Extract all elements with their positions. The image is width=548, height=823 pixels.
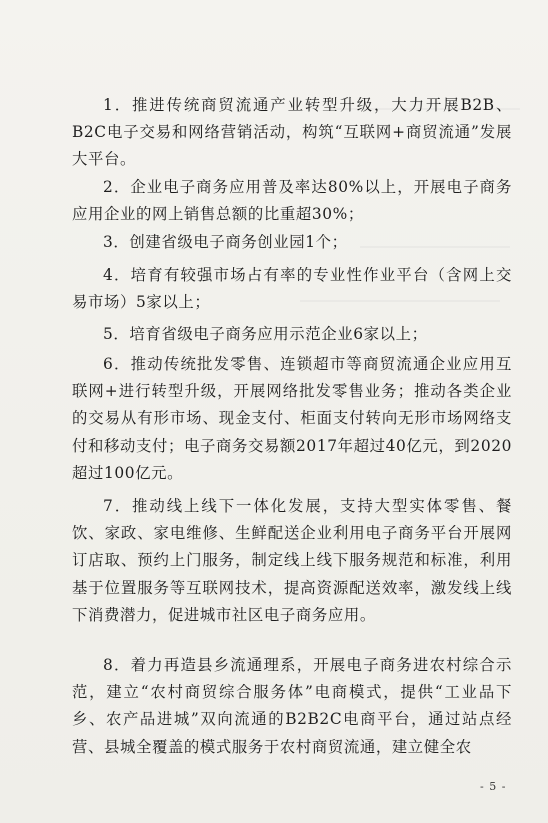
paragraph-item-7: 7．推动线上线下一体化发展，支持大型实体零售、餐饮、家政、家电维修、生鲜配送企业利用电子商务平台开展网订店取、预约上门服务，制定线上线下服务规范和标准，利用基于位置服务等互联网技术，提高资源配送效率，激发线上线下消费潜力，促进城市社区电子商务应用。 [72, 497, 512, 624]
page-number: - 5 - [480, 780, 507, 793]
paragraph-item-5: 5．培育省级电子商务应用示范企业6家以上； [103, 325, 428, 343]
paragraph-item-1: 1．推进传统商贸流通产业转型升级，大力开展B2B、B2C电子交易和网络营销活动，构筑“互联网+商贸流通”发展大平台。 [72, 96, 512, 169]
paragraph-item-4: 4．培育有较强市场占有率的专业性作业平台（含网上交易市场）5家以上； [72, 266, 512, 312]
paragraph-item-6: 6．推动传统批发零售、连锁超市等商贸流通企业应用互联网+进行转型升级，开展网络批发零售业务；推动各类企业的交易从有形市场、现金支付、柜面支付转向无形市场网络支付和移动支付；电子商务交易额2017年超过40亿元，到2020超过100亿元。 [72, 355, 512, 482]
paragraph-item-2: 2．企业电子商务应用普及率达80%以上，开展电子商务应用企业的网上销售总额的比重超30%； [72, 178, 512, 224]
paragraph-item-3: 3．创建省级电子商务创业园1个； [103, 233, 348, 251]
paragraph-item-8: 8．着力再造县乡流通理系，开展电子商务进农村综合示范，建立“农村商贸综合服务体”电商模式，提供“工业品下乡、农产品进城”双向流通的B2B2C电商平台，通过站点经营、县城全覆盖的模式服务于农村商贸流通，建立健全农 [72, 656, 512, 756]
